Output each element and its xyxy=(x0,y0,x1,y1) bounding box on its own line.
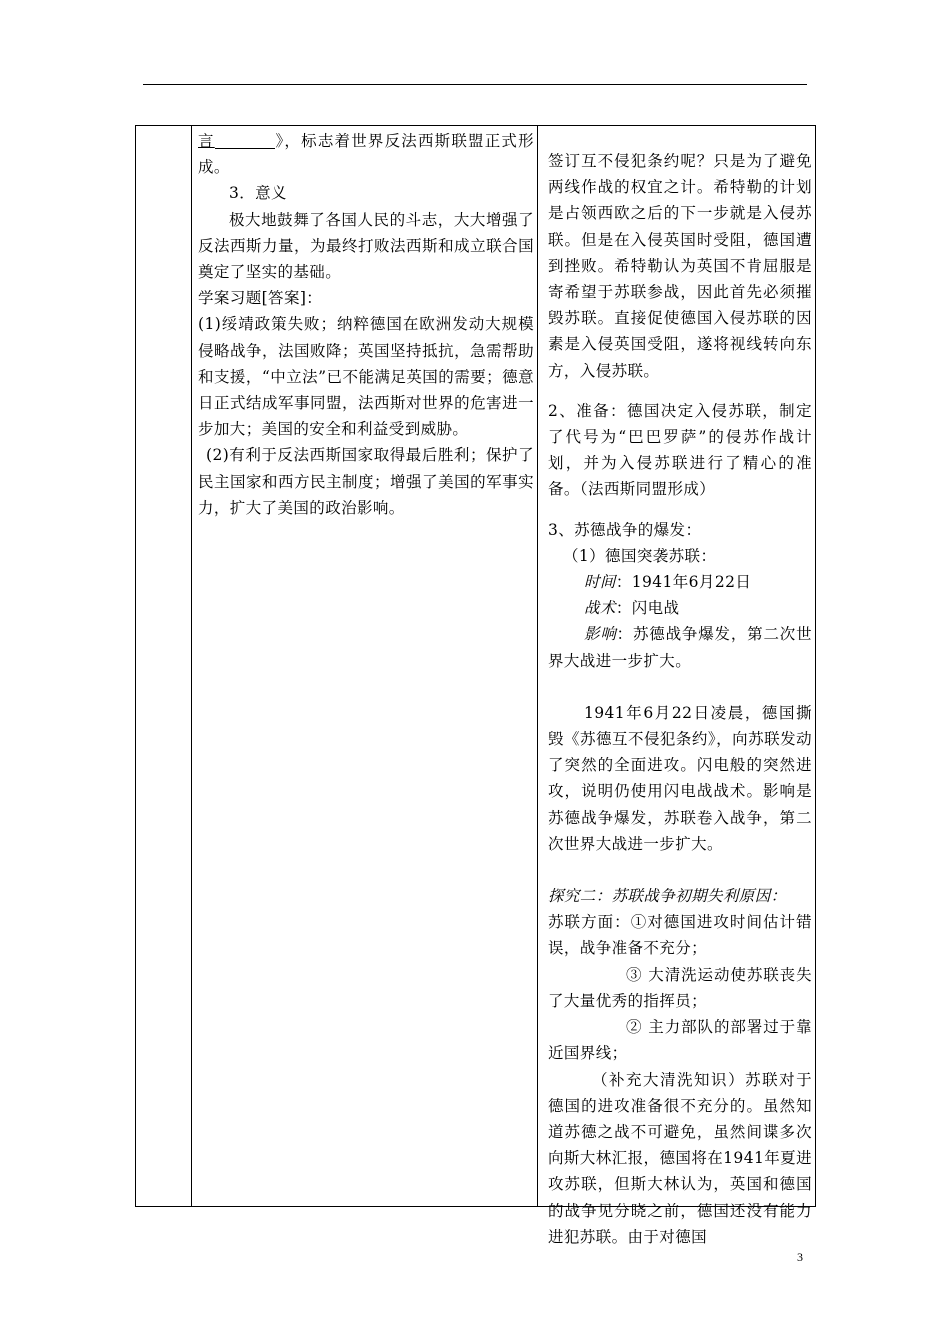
tactic-line: 战术：闪电战 xyxy=(584,599,680,618)
time-line: 时间：1941年6月22日 xyxy=(584,573,752,592)
answer-2: (2)有利于反法西斯国家取得最后胜利；保护了民主国家和西方民主制度；增强了美国的军事实力，扩大了美国的政治影响。 xyxy=(198,446,534,517)
soviet-reason-2: ② 主力部队的部署过于靠近国界线； xyxy=(548,1018,812,1063)
blank-line xyxy=(215,132,275,149)
header-rule xyxy=(143,84,807,85)
hitler-plan-text: 签订互不侵犯条约呢？只是为了避免两线作战的权宜之计。希特勒的计划是占领西欧之后的下一步就是入侵苏联。但是在入侵英国时受阻，德国遭到挫败。希特勒认为英国不肯屈服是寄希望于苏联参战，因此首先必须摧毁苏联。直接促使德国入侵苏联的因素是入侵英国受阻，遂将视线转向东方，入侵苏联。 xyxy=(548,152,812,380)
lesson-table xyxy=(135,125,816,1246)
impact-line: 影响：苏德战争爆发，第二次世界大战进一步扩大。 xyxy=(548,625,812,670)
soviet-reason-3: ③ 大清洗运动使苏联丧失了大量优秀的指挥员； xyxy=(548,965,812,1010)
heading-outbreak: 3、苏德战争的爆发： xyxy=(548,520,702,539)
explore-title: 探究二：苏联战争初期失利原因： xyxy=(548,887,787,906)
significance-text: 极大地鼓舞了各国人民的斗志，大大增强了反法西斯力量，为最终打败法西斯和成立联合国奠定了坚实的基础。 xyxy=(198,210,534,282)
exercise-title: 学案习题[答案]： xyxy=(198,289,323,308)
middle-column xyxy=(198,126,534,521)
preparation-text: 2、准备：德国决定入侵苏联，制定了代号为“巴巴罗萨”的侵苏作战计划，并为入侵苏联进行了精心的准备。（法西斯同盟形成） xyxy=(548,401,812,499)
answer-1: (1)绥靖政策失败；纳粹德国在欧洲发动大规模侵略战争，法国败降；英国坚持抵抗，急需帮助和支援，“中立法”已不能满足英国的需要；德意日正式结成军事同盟，法西斯对世界的危害进一步加大；美国的安全和利益受到威胁。 xyxy=(198,315,534,439)
heading-significance: 3．意义 xyxy=(229,184,287,203)
sub-heading-surprise-attack: （1）德国突袭苏联： xyxy=(563,546,717,565)
purge-supplement-text: （补充大清洗知识）苏联对于德国的进攻准备很不充分的。虽然知道苏德之战不可避免，虽然间谍多次向斯大林汇报，德国将在1941年夏进攻苏联，但斯大林认为，英国和德国的战争见分晓之前，德国还没有能力进犯苏联。由于对德国 xyxy=(548,1070,812,1246)
right-column xyxy=(548,126,812,1250)
soviet-reason-1: 苏联方面：①对德国进攻时间估计错误，战争准备不充分； xyxy=(548,913,812,958)
column-divider-2 xyxy=(537,126,538,1206)
june-22-text: 1941年6月22日凌晨，德国撕毁《苏德互不侵犯条约》，向苏联发动了突然的全面进攻。闪电般的突然进攻，说明仍使用闪电战战术。影响是苏德战争爆发，苏联卷入战争，第二次世界大战进一步扩大。 xyxy=(548,703,812,853)
page-number: 3 xyxy=(797,1250,803,1264)
column-divider-1 xyxy=(191,126,192,1206)
alliance-formed-text: 言 》，标志着世界反法西斯联盟正式形成。 xyxy=(198,132,535,177)
